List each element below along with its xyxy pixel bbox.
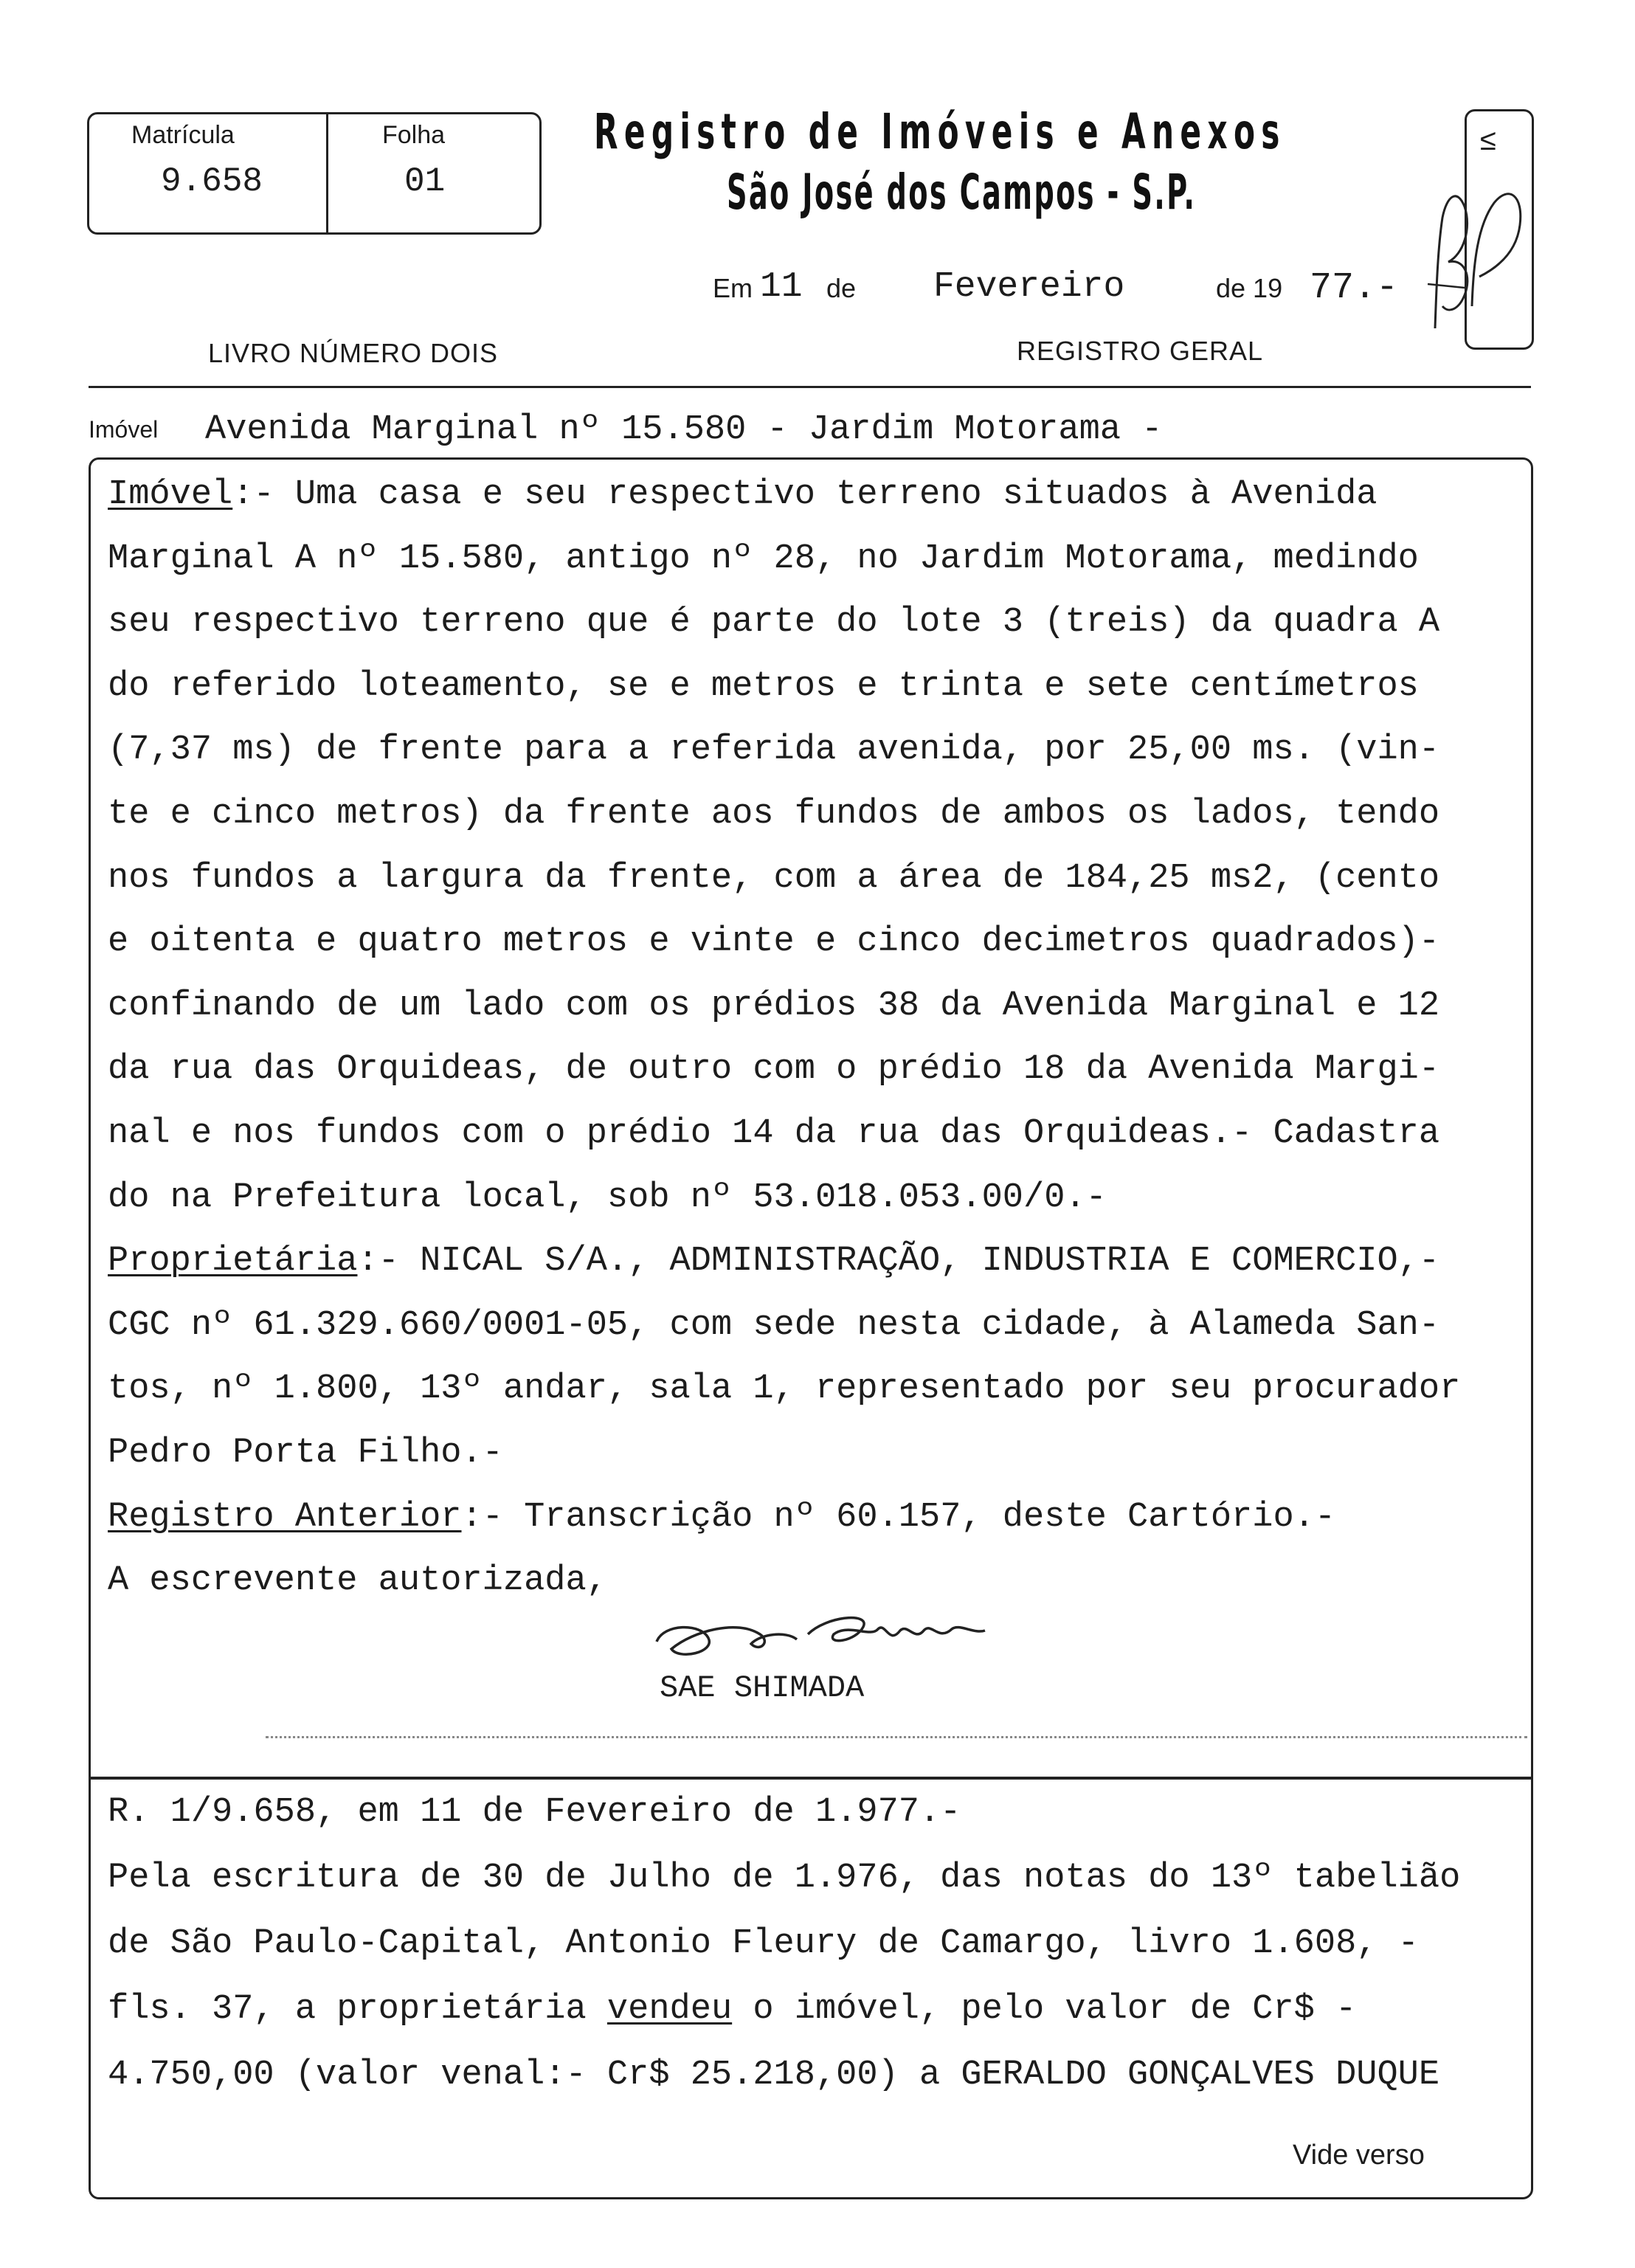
matricula-line — [108, 859, 1439, 898]
matricula-line — [108, 922, 1439, 961]
line-text: Marginal A nº 15.580, antigo nº 28, no Jardim Motorama, medindo — [108, 539, 1419, 578]
date-month: Fevereiro — [933, 267, 1125, 307]
matricula-line — [108, 1306, 1439, 1345]
section-heading: Proprietária — [108, 1242, 358, 1282]
section-heading: Imóvel — [108, 475, 233, 514]
date-de-year-prefix: de 19 — [1216, 273, 1283, 303]
line-text: Pedro Porta Filho.- — [108, 1434, 503, 1473]
matricula-label: Matrícula — [131, 121, 235, 149]
registro-line: 4.750,00 (valor venal:- Cr$ 25.218,00) a GERALDO GONÇALVES DUQUE — [108, 2056, 1440, 2095]
line-text: confinando de um lado com os prédios 38 da Avenida Marginal e 12 — [108, 986, 1440, 1026]
line-text: :- Uma casa e seu respectivo terreno situados à Avenida — [232, 475, 1378, 514]
line-text: e oitenta e quatro metros e vinte e cinco decimetros quadrados)- — [108, 922, 1440, 962]
header-divider — [326, 112, 328, 234]
matricula-line — [108, 1050, 1439, 1089]
page-marker: ≤ — [1480, 124, 1496, 156]
matricula-line — [108, 730, 1439, 770]
line-text: nos fundos a largura da frente, com a área de 184,25 ms2, (cento — [108, 858, 1440, 898]
line-text: tos, nº 1.800, 13º andar, sala 1, representado por seu procurador — [108, 1369, 1461, 1409]
registro-line: Pela escritura de 30 de Julho de 1.976, das notas do 13º tabelião — [108, 1859, 1461, 1898]
dotted-separator — [266, 1736, 1527, 1738]
matricula-line — [108, 1242, 1439, 1281]
date-prefix: Em — [713, 273, 753, 303]
matricula-line — [108, 1498, 1335, 1537]
registry-title: Registro de Imóveis e Anexos — [594, 103, 1286, 160]
matricula-line — [108, 1561, 607, 1600]
matricula-line — [108, 1369, 1460, 1408]
vide-verso-label: Vide verso — [1293, 2140, 1425, 2171]
line-text: do referido loteamento, se e metros e trinta e sete centímetros — [108, 666, 1419, 706]
underlined-word: vendeu — [606, 1990, 733, 2029]
signature-name: SAE SHIMADA — [660, 1670, 865, 1706]
registro-line: fls. 37, a proprietária vendeu o imóvel, pelo valor de Cr$ - — [108, 1990, 1357, 2029]
section-heading: Registro Anterior — [108, 1497, 462, 1537]
matricula-line — [108, 539, 1419, 578]
line-text: :- NICAL S/A., ADMINISTRAÇÃO, INDUSTRIA E COMERCIO,- — [357, 1242, 1440, 1282]
signature-icon — [649, 1601, 1003, 1667]
matricula-line — [108, 1434, 503, 1473]
initials-icon — [1420, 166, 1531, 343]
imovel-label: Imóvel — [89, 416, 159, 443]
date-day: 11 — [760, 267, 803, 307]
line-text: te e cinco metros) da frente aos fundos de ambos os lados, tendo — [108, 795, 1440, 834]
registro-line: R. 1/9.658, em 11 de Fevereiro de 1.977.- — [108, 1793, 961, 1832]
line-text: CGC nº 61.329.660/0001-05, com sede nesta cidade, à Alameda San- — [108, 1305, 1440, 1345]
matricula-line — [108, 475, 1378, 514]
folha-label: Folha — [382, 121, 446, 149]
matricula-line — [108, 986, 1439, 1026]
date-year: 77.- — [1310, 267, 1399, 309]
line-text: nal e nos fundos com o prédio 14 da rua das Orquideas.- Cadastra — [108, 1114, 1440, 1153]
section-rule — [89, 1777, 1531, 1780]
matricula-line — [108, 1114, 1439, 1153]
date-de: de — [826, 273, 857, 303]
line-text: A escrevente autorizada, — [108, 1561, 607, 1601]
matricula-line — [108, 667, 1419, 706]
matricula-line — [108, 1178, 1107, 1217]
matricula-value: 9.658 — [161, 162, 263, 201]
livro-label: LIVRO NÚMERO DOIS — [208, 338, 499, 368]
registry-city: São José dos Campos - S.P. — [727, 164, 1197, 221]
registro-geral-label: REGISTRO GERAL — [1017, 336, 1264, 366]
folha-value: 01 — [404, 162, 446, 201]
imovel-address: Avenida Marginal nº 15.580 - Jardim Motorama - — [205, 410, 1163, 449]
line-text: da rua das Orquideas, de outro com o prédio 18 da Avenida Margi- — [108, 1050, 1440, 1090]
matricula-line — [108, 603, 1439, 642]
line-text: :- Transcrição nº 60.157, deste Cartório.- — [461, 1497, 1336, 1537]
registro-line: de São Paulo-Capital, Antonio Fleury de Camargo, livro 1.608, - — [108, 1924, 1419, 1963]
header-rule — [89, 386, 1531, 388]
matricula-line — [108, 795, 1439, 834]
line-text: seu respectivo terreno que é parte do lote 3 (treis) da quadra A — [108, 603, 1440, 643]
line-text: (7,37 ms) de frente para a referida avenida, por 25,00 ms. (vin- — [108, 730, 1440, 770]
line-text: do na Prefeitura local, sob nº 53.018.053.00/0.- — [108, 1178, 1107, 1217]
